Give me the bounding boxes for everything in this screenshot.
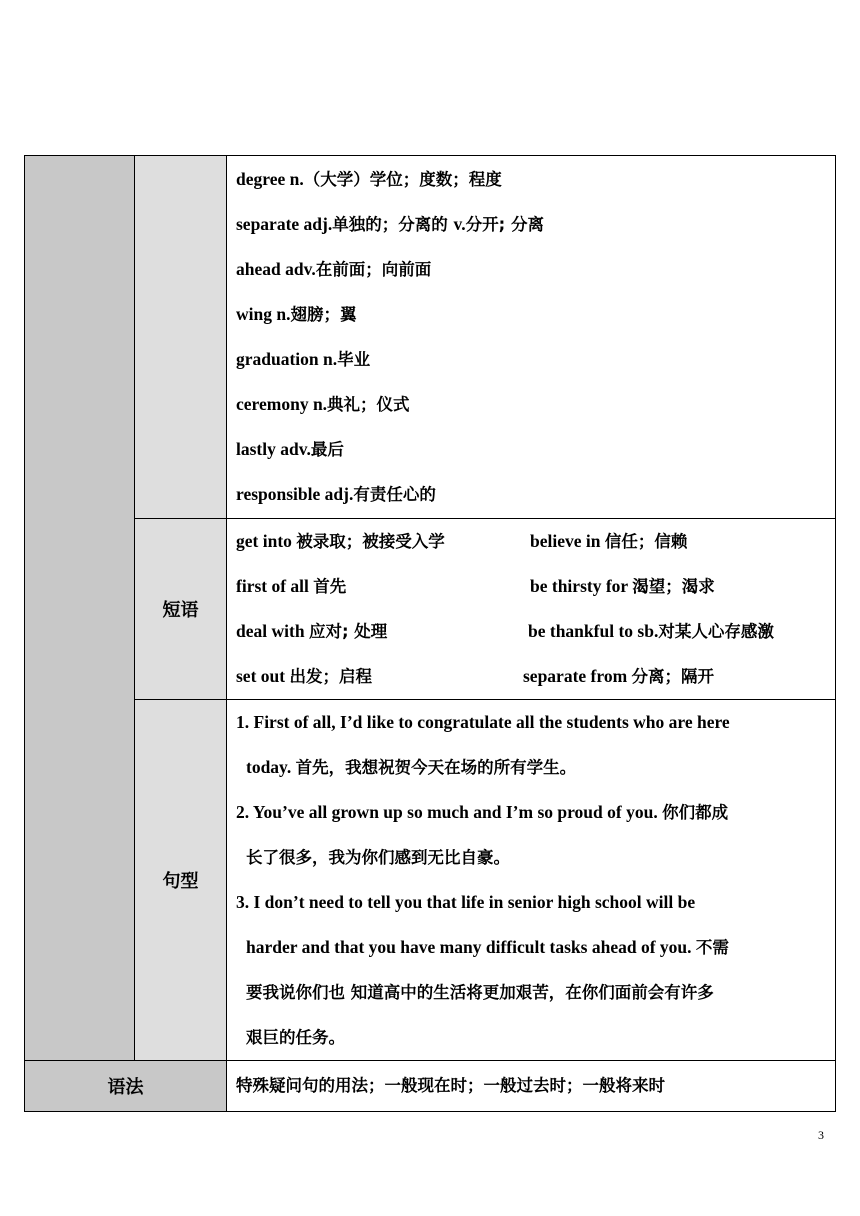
phrase-meaning: 对某人心存感激 xyxy=(658,622,774,641)
phrase-right xyxy=(528,609,774,654)
vocabulary-word: ceremony n. xyxy=(236,394,328,414)
sentence-line xyxy=(227,880,835,925)
grammar-row xyxy=(25,1061,836,1112)
vocabulary-item xyxy=(227,202,835,247)
sentence-line xyxy=(227,790,835,835)
vocabulary-word: separate adj. xyxy=(236,214,333,234)
vocabulary-word: graduation n. xyxy=(236,349,338,369)
phrase-right xyxy=(523,654,714,699)
phrase-meaning: 首先 xyxy=(313,577,347,596)
phrase-text: deal with xyxy=(236,621,309,641)
grammar-content: 特殊疑问句的用法；一般现在时；一般过去时；一般将来时 xyxy=(236,1076,665,1095)
phrases-label: 短语 xyxy=(135,519,227,700)
sentence-line xyxy=(227,745,835,790)
vocabulary-item xyxy=(227,337,835,382)
vocabulary-meaning: （大学）学位；度数；程度 xyxy=(303,170,502,189)
vocabulary-word: wing n. xyxy=(236,304,291,324)
phrase-row xyxy=(227,564,835,609)
phrase-meaning: 信任；信赖 xyxy=(604,532,688,551)
sentence-chinese: 要我说你们也 知道高中的生活将更加艰苦，在你们面前会有许多 xyxy=(246,983,714,1002)
phrase-right xyxy=(530,564,715,609)
vocabulary-item xyxy=(227,427,835,472)
vocabulary-list xyxy=(227,156,835,518)
phrase-text: be thirsty for xyxy=(530,576,633,596)
sentence-chinese: 不需 xyxy=(695,938,729,957)
sentence-line xyxy=(227,1015,835,1060)
vocabulary-meaning-alt: 分开; 分离 xyxy=(465,215,544,234)
vocabulary-word-alt: v. xyxy=(453,214,466,234)
vocabulary-word: lastly adv. xyxy=(236,439,311,459)
phrase-row xyxy=(227,519,835,564)
sentence-chinese: 艰巨的任务。 xyxy=(246,1028,345,1047)
sentence-english: 3. I don’t need to tell you that life in senior high school will be xyxy=(236,892,696,912)
grammar-content-cell xyxy=(227,1061,836,1112)
lesson-table xyxy=(24,155,836,1112)
sentence-english: 2. You’ve all grown up so much and I’m so proud of you. xyxy=(236,802,663,822)
sentence-line xyxy=(227,970,835,1015)
phrase-row xyxy=(227,609,835,654)
vocabulary-item xyxy=(227,247,835,292)
grammar-label: 语法 xyxy=(25,1061,227,1112)
phrases-content-cell xyxy=(227,519,836,700)
sentence-line xyxy=(227,925,835,970)
vocabulary-meaning: 翅膀；翼 xyxy=(290,305,357,324)
sentences-content-cell xyxy=(227,700,836,1061)
sentence-chinese: 长了很多，我为你们感到无比自豪。 xyxy=(246,848,510,867)
vocabulary-item xyxy=(227,382,835,427)
phrase-meaning: 分离；隔开 xyxy=(631,667,715,686)
phrase-meaning: 出发；启程 xyxy=(289,667,372,686)
phrase-left xyxy=(236,654,372,699)
sentences-label: 句型 xyxy=(135,700,227,1061)
sentence-chinese: 首先，我想祝贺今天在场的所有学生。 xyxy=(295,758,577,777)
vocabulary-meaning: 最后 xyxy=(310,440,344,459)
phrase-text: be thankful to sb. xyxy=(528,621,659,641)
sentence-english: 1. First of all, I’d like to congratulate all the students who are here xyxy=(236,712,730,732)
phrase-left xyxy=(236,564,346,609)
phrase-right xyxy=(530,519,687,564)
page-number: 3 xyxy=(818,1128,824,1142)
phrase-text: first of all xyxy=(236,576,314,596)
vocabulary-meaning: 毕业 xyxy=(337,350,371,369)
vocabulary-meaning: 有责任心的 xyxy=(353,485,436,504)
sentence-line xyxy=(227,700,835,745)
sentences-list xyxy=(227,700,835,1060)
phrase-text: get into xyxy=(236,531,297,551)
vocabulary-word: ahead adv. xyxy=(236,259,316,279)
sentence-english: harder and that you have many difficult tasks ahead of you. xyxy=(246,937,696,957)
phrase-text: believe in xyxy=(530,531,605,551)
phrase-meaning: 应对; 处理 xyxy=(308,622,388,641)
vocabulary-item xyxy=(227,157,835,202)
vocabulary-meaning: 典礼；仪式 xyxy=(327,395,410,414)
sentence-chinese: 你们都成 xyxy=(662,803,729,822)
phrases-list xyxy=(227,519,835,699)
vocabulary-row xyxy=(25,156,836,519)
phrase-row xyxy=(227,654,835,699)
vocabulary-word: degree n. xyxy=(236,169,304,189)
sentence-english: today. xyxy=(246,757,296,777)
vocabulary-meaning: 在前面；向前面 xyxy=(315,260,432,279)
vocabulary-label-cell xyxy=(135,156,227,519)
phrase-meaning: 被录取；被接受入学 xyxy=(296,532,445,551)
phrase-left xyxy=(236,519,445,564)
phrase-text: separate from xyxy=(523,666,632,686)
phrase-left xyxy=(236,609,387,654)
vocabulary-content-cell xyxy=(227,156,836,519)
phrase-meaning: 渴望；渴求 xyxy=(632,577,715,596)
vocabulary-item xyxy=(227,292,835,337)
sentences-row xyxy=(25,700,836,1061)
vocabulary-word: responsible adj. xyxy=(236,484,354,504)
section-side-cell xyxy=(25,156,135,1061)
vocabulary-item xyxy=(227,472,835,517)
phrase-text: set out xyxy=(236,666,290,686)
sentence-line xyxy=(227,835,835,880)
phrases-row xyxy=(25,519,836,700)
vocabulary-meaning: 单独的；分离的 xyxy=(332,215,454,234)
